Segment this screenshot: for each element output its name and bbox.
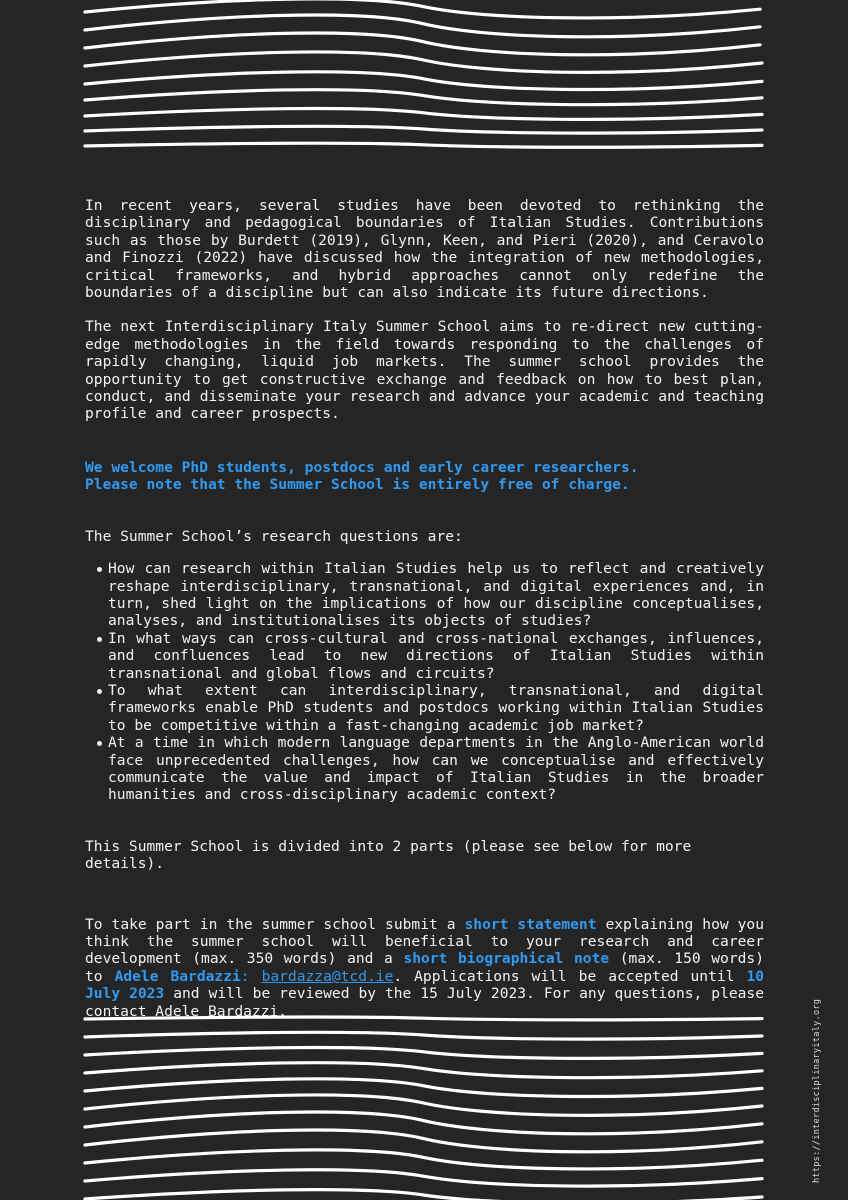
application-paragraph	[85, 916, 764, 1020]
list-item: How can research within Italian Studies help us to reflect and creatively reshape interdisciplinary, transnational, and digital experiences and, in turn, shed light on the implications of how our discipline conceptualises, analyses, and institutionalises its objects of studies?	[85, 560, 764, 630]
questions-intro: The Summer School’s research questions are:	[85, 527, 463, 545]
apply-text-1: To take part in the summer school submit a	[85, 915, 465, 933]
wave-line	[85, 1170, 762, 1186]
wave-line	[85, 52, 762, 72]
parts-note: This Summer School is divided into 2 parts (please see below for more details).	[85, 837, 692, 873]
wave-line	[85, 1095, 762, 1115]
wave-line	[85, 1032, 762, 1039]
aims-paragraph: The next Interdisciplinary Italy Summer School aims to re-direct new cutting-edge methodologies in the field towards responding to the challenges of rapidly changing, liquid job markets. The summer school provides the opportunity to get constructive exchange and feedback on how to best plan, conduct, and disseminate your research and advance your academic and teaching profile and career prospects.	[85, 318, 764, 423]
short-statement-label: short statement	[464, 915, 597, 933]
top-wave-lines	[0, 0, 848, 180]
welcome-line-1: We welcome PhD students, postdocs and early career researchers.	[85, 458, 639, 476]
website-url: https://interdisciplinaryitaly.org	[812, 998, 822, 1183]
wave-line	[85, 1079, 762, 1097]
wave-line	[85, 90, 762, 105]
research-questions-list	[85, 560, 764, 804]
wave-line	[85, 1017, 762, 1020]
intro-paragraph: In recent years, several studies have been devoted to rethinking the disciplinary and pedagogical boundaries of Italian Studies. Contributions such as those by Burdett (2019), Glynn, Keen, and Pieri (2020), and Ceravolo and Finozzi (2022) have discussed how the integration of new methodologies, critical frameworks, and hybrid approaches cannot only redefine the boundaries of a discipline but can also indicate its future directions.	[85, 197, 764, 302]
wave-line	[85, 109, 762, 120]
apply-text-2: explaining how you think the summer school will beneficial to your research and career development (max. 350 words) and a	[85, 915, 765, 968]
apply-text-4: . Applications will be accepted until	[393, 967, 747, 985]
list-item: To what extent can interdisciplinary, transnational, and digital frameworks enable PhD students and postdocs working within Italian Studies to be competitive within a fast-changing academic job market?	[85, 682, 764, 734]
main-content	[85, 197, 764, 1020]
wave-line	[85, 1150, 762, 1169]
apply-text-3: (max. 150 words) to	[85, 950, 764, 985]
apply-text-5: and will be reviewed by the 15 July 2023. For any questions, please contact Adele Bardazzi.	[85, 985, 765, 1020]
wave-line	[85, 143, 762, 147]
wave-line	[85, 126, 762, 133]
wave-line	[85, 72, 762, 90]
list-item: At a time in which modern language departments in the Anglo-American world face unprecedented challenges, how can we conceptualise and effectively communicate the value and impact of Italian Studies in the broader humanities and cross-disciplinary academic context?	[85, 734, 764, 804]
contact-colon: :	[240, 967, 262, 985]
wave-line	[85, 1048, 762, 1059]
welcome-line-2: Please note that the Summer School is entirely free of charge.	[85, 476, 630, 494]
wave-line	[85, 1190, 762, 1200]
deadline-date: 10 July 2023	[85, 967, 765, 1003]
contact-name: Adele Bardazzi	[114, 967, 241, 985]
wave-line	[85, 15, 760, 37]
wave-line	[85, 0, 760, 18]
list-item: In what ways can cross-cultural and cross-national exchanges, influences, and confluences lead to new directions of Italian Studies within transnational and global flows and circuits?	[85, 630, 764, 682]
bottom-wave-lines	[0, 1010, 848, 1200]
welcome-note	[85, 459, 764, 494]
bio-note-label: short biographical note	[403, 950, 610, 968]
wave-line	[85, 1063, 762, 1078]
email-link[interactable]: bardazza@tcd.ie	[261, 967, 394, 985]
